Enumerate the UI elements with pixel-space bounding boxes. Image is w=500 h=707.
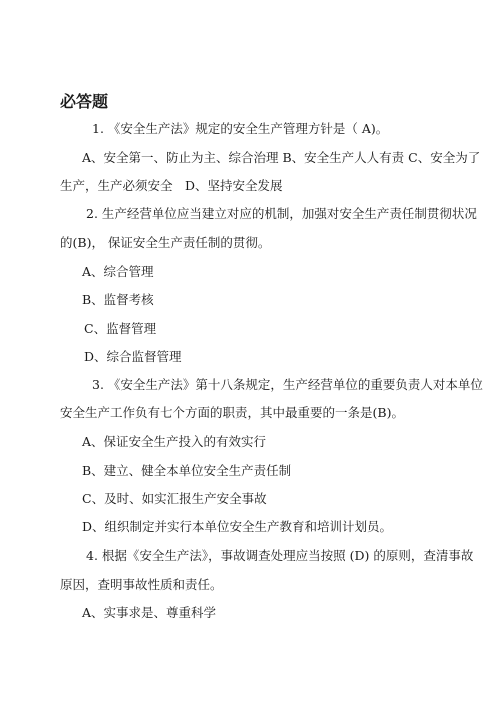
question-3-option-a: A、保证安全生产投入的有效实行 [82,434,267,449]
question-3-option-d: D、组织制定并实行本单位安全生产教育和培训计划员。 [82,519,393,534]
question-3-stem-line-1: 3. 《安全生产法》第十八条规定，生产经营单位的重要负责人对本单位 [92,377,483,392]
question-2-stem-line-1: 2. 生产经营单位应当建立对应的机制，加强对安全生产责任制贯彻状况 [86,206,477,221]
question-2-option-b: B、监督考核 [82,292,154,307]
question-3-option-b: B、建立、健全本单位安全生产责任制 [82,463,292,478]
question-3-stem-line-2: 安全生产工作负有七个方面的职责，其中最重要的一条是(B)。 [60,405,404,420]
question-4-stem-line-1: 4. 根据《安全生产法》，事故调查处理应当按照 (D) 的原则，查清事故 [86,548,474,563]
question-2-option-d: D、综合监督管理 [84,349,182,364]
question-2-stem-line-2: 的(B)， 保证安全生产责任制的贯彻。 [60,235,271,250]
section-heading: 必答题 [60,92,109,111]
question-2-option-a: A、综合管理 [82,264,154,279]
question-1-options-line-1: A、安全第一、防止为主、综合治理 B、安全生产人人有责 C、安全为了 [82,150,481,165]
question-4-stem-line-2: 原因，查明事故性质和责任。 [60,577,223,592]
question-4-option-a: A、实事求是、尊重科学 [82,605,217,620]
question-2-option-c: C、监督管理 [84,321,157,336]
question-1-stem: 1. 《安全生产法》规定的安全生产管理方针是（ A)。 [92,121,389,136]
question-3-option-c: C、及时、如实汇报生产安全事故 [82,491,267,506]
question-1-options-line-2: 生产，生产必须安全 D、坚持安全发展 [60,178,283,193]
